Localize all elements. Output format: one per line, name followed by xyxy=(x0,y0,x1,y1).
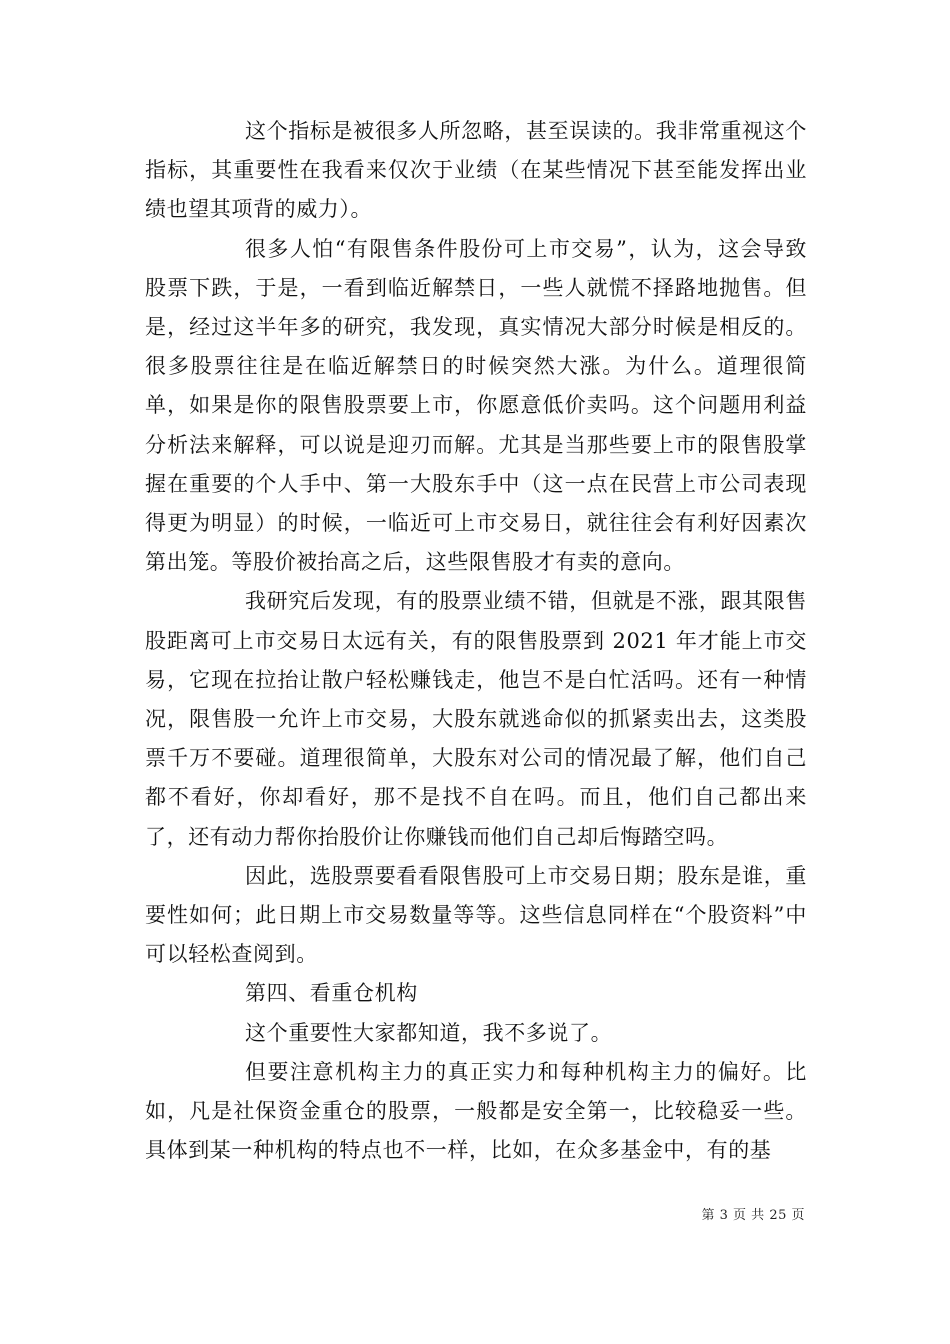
paragraph: 这个重要性大家都知道，我不多说了。 xyxy=(245,1020,613,1045)
document-body xyxy=(145,112,807,1170)
page-number-footer: 第 3 页 共 25 页 xyxy=(701,1208,805,1223)
paragraph: 这个指标是被很多人所忽略，甚至误读的。我非常重视这个指标，其重要性在我看来仅次于业绩（在某些情况下甚至能发挥出业绩也望其项背的威力）。 xyxy=(145,119,807,222)
paragraph: 我研究后发现，有的股票业绩不错，但就是不涨，跟其限售股距离可上市交易日太远有关，有的限售股票到 2021 年才能上市交易，它现在拉抬让散户轻松赚钱走，他岂不是白忙活吗。还有一种情况，限售股一允许上市交易，大股东就逃命似的抓紧卖出去，这类股票千万不要碰。道理很简单，大股东对公司的情况最了解，他们自己都不看好，你却看好，那不是找不自在吗。而且，他们自己都出来了，还有动力帮你抬股价让你赚钱而他们自己却后悔踏空吗。 xyxy=(145,589,807,849)
section-heading: 第四、看重仓机构 xyxy=(245,981,418,1006)
paragraph: 但要注意机构主力的真正实力和每种机构主力的偏好。比如，凡是社保资金重仓的股票，一般都是安全第一，比较稳妥一些。具体到某一种机构的特点也不一样，比如，在众多基金中，有的基 xyxy=(145,1059,807,1163)
paragraph: 因此，选股票要看看限售股可上市交易日期；股东是谁，重要性如何；此日期上市交易数量等等。这些信息同样在“个股资料”中可以轻松查阅到。 xyxy=(145,863,807,967)
paragraph: 很多人怕“有限售条件股份可上市交易”，认为，这会导致股票下跌，于是，一看到临近解禁日，一些人就慌不择路地抛售。但是，经过这半年多的研究，我发现，真实情况大部分时候是相反的。很多股票往往是在临近解禁日的时候突然大涨。为什么。道理很简单，如果是你的限售股票要上市，你愿意低价卖吗。这个问题用利益分析法来解释，可以说是迎刃而解。尤其是当那些要上市的限售股掌握在重要的个人手中、第一大股东手中（这一点在民营上市公司表现得更为明显）的时候，一临近可上市交易日，就往往会有利好因素次第出笼。等股价被抬高之后，这些限售股才有卖的意向。 xyxy=(145,236,807,575)
